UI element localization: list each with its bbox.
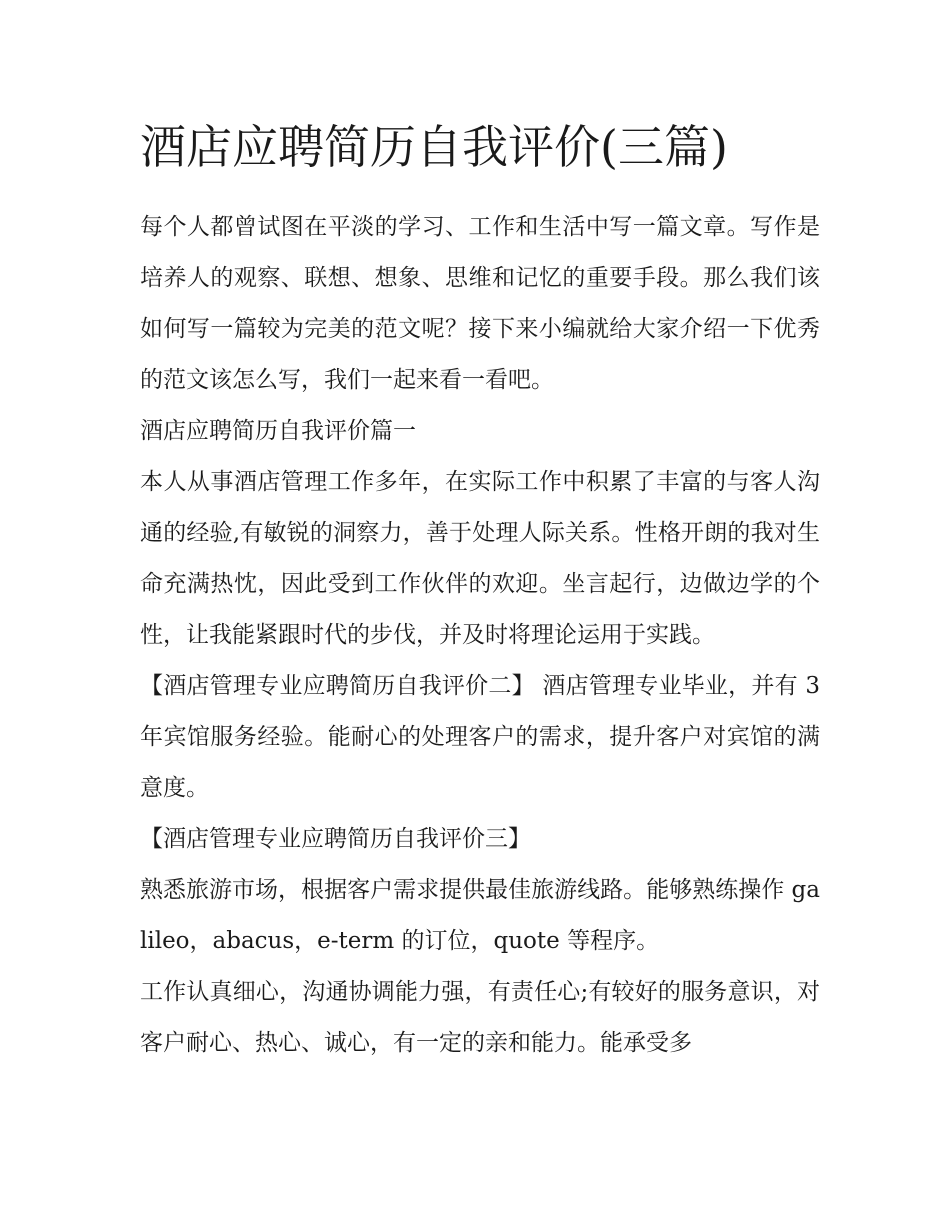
section-3-paragraph-2: 工作认真细心，沟通协调能力强，有责任心;有较好的服务意识，对客户耐心、热心、诚心，有一定的亲和能力。能承受多 bbox=[140, 979, 820, 1056]
section-1-paragraph: 本人从事酒店管理工作多年，在实际工作中积累了丰富的与客人沟通的经验,有敏锐的洞察力，善于处理人际关系。性格开朗的我对生命充满热忱，因此受到工作伙伴的欢迎。坐言起行，边做边学的个性，让我能紧跟时代的步伐，并及时将理论运用于实践。 bbox=[140, 469, 820, 648]
document-title: 酒店应聘简历自我评价(三篇) bbox=[140, 120, 728, 174]
section-2-paragraph: 【酒店管理专业应聘简历自我评价二】 酒店管理专业毕业，并有 3 年宾馆服务经验。能耐心的处理客户的需求，提升客户对宾馆的满意度。 bbox=[140, 673, 820, 801]
document-page bbox=[140, 112, 820, 1069]
intro-paragraph: 每个人都曾试图在平淡的学习、工作和生活中写一篇文章。写作是培养人的观察、联想、想象、思维和记忆的重要手段。那么我们该如何写一篇较为完美的范文呢？接下来小编就给大家介绍一下优秀的范文该怎么写，我们一起来看一看吧。 bbox=[140, 214, 820, 393]
section-heading-1: 酒店应聘简历自我评价篇一 bbox=[140, 418, 416, 444]
section-3-paragraph: 熟悉旅游市场，根据客户需求提供最佳旅游线路。能够熟练操作 galileo，abacus，e-term 的订位，quote 等程序。 bbox=[140, 877, 820, 954]
section-heading-3: 【酒店管理专业应聘简历自我评价三】 bbox=[140, 826, 531, 852]
